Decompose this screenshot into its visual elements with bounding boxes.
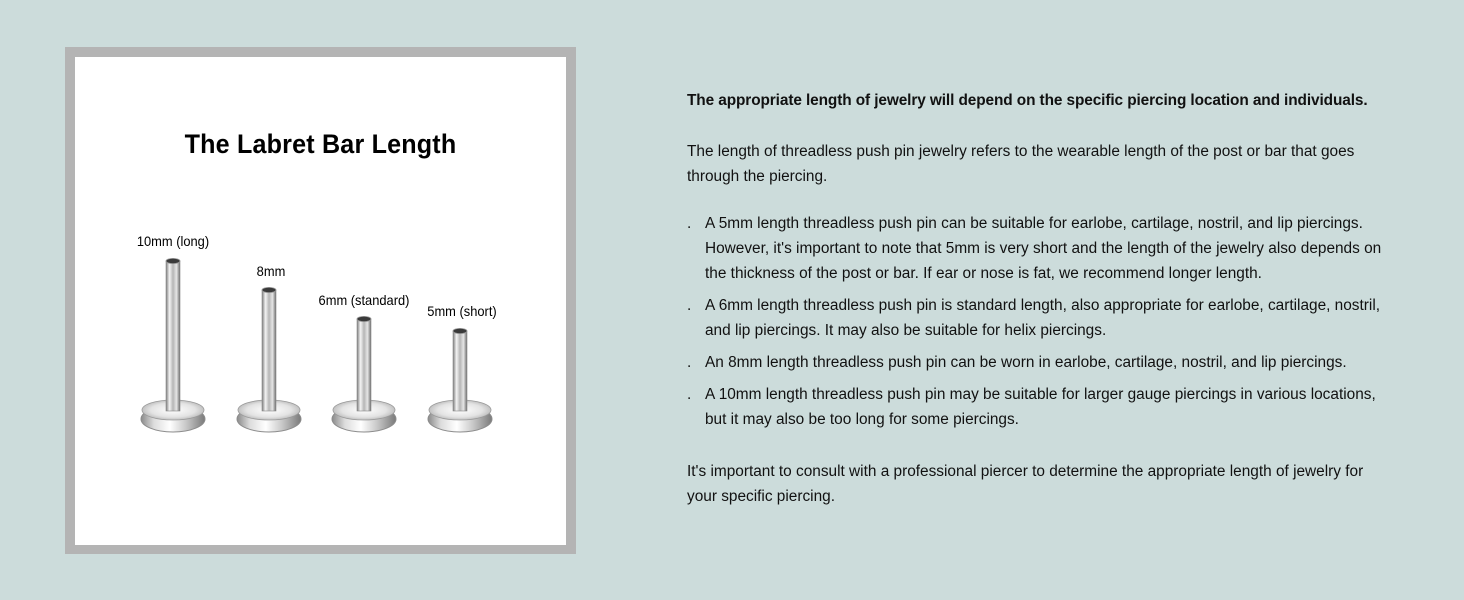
list-item-text: A 5mm length threadless push pin can be suitable for earlobe, cartilage, nostril, and lip piercings. However, it's important to note that 5mm is very short and the length of the jewelry also depends on the thickness of the post or bar. If ear or nose is fat, we recommend longer length. [705,215,1382,282]
bullet-marker: . [687,297,692,314]
pin-10mm [141,258,205,432]
bullet-marker: . [687,386,692,403]
bullet-marker: . [687,354,692,371]
pin-label-6mm: 6mm (standard) [318,292,410,308]
list-item-text: A 10mm length threadless push pin may be suitable for larger gauge piercings in various locations, but it may also be too long for some piercings. [705,386,1376,428]
list-item-8mm [687,350,1387,375]
image-title: The Labret Bar Length [184,129,457,159]
list-item-text: A 6mm length threadless push pin is standard length, also appropriate for earlobe, cartilage, nostril, and lip piercings. It may also be suitable for helix piercings. [705,297,1381,339]
pins-illustration [75,57,566,545]
bullet-marker: . [687,215,692,232]
length-guide-list [687,211,1387,432]
pin-5mm [428,328,492,432]
list-item-text: An 8mm length threadless push pin can be worn in earlobe, cartilage, nostril, and lip piercings. [705,354,1347,371]
intro-paragraph: The length of threadless push pin jewelry refers to the wearable length of the post or bar that goes through the piercing. [687,143,1355,185]
pin-label-5mm: 5mm (short) [427,303,497,319]
lead-sentence: The appropriate length of jewelry will depend on the specific piercing location and individuals. [687,92,1368,109]
pin-label-8mm: 8mm [256,263,286,279]
pin-label-10mm: 10mm (long) [136,233,210,249]
list-item-6mm [687,293,1387,343]
product-image-frame [65,47,576,554]
list-item-10mm [687,382,1387,432]
closing-paragraph: It's important to consult with a professional piercer to determine the appropriate length of jewelry for your specific piercing. [687,463,1364,505]
product-image [75,57,566,545]
pin-6mm [332,316,396,432]
pin-8mm [237,287,301,432]
description-text [687,88,1387,509]
list-item-5mm [687,211,1387,286]
